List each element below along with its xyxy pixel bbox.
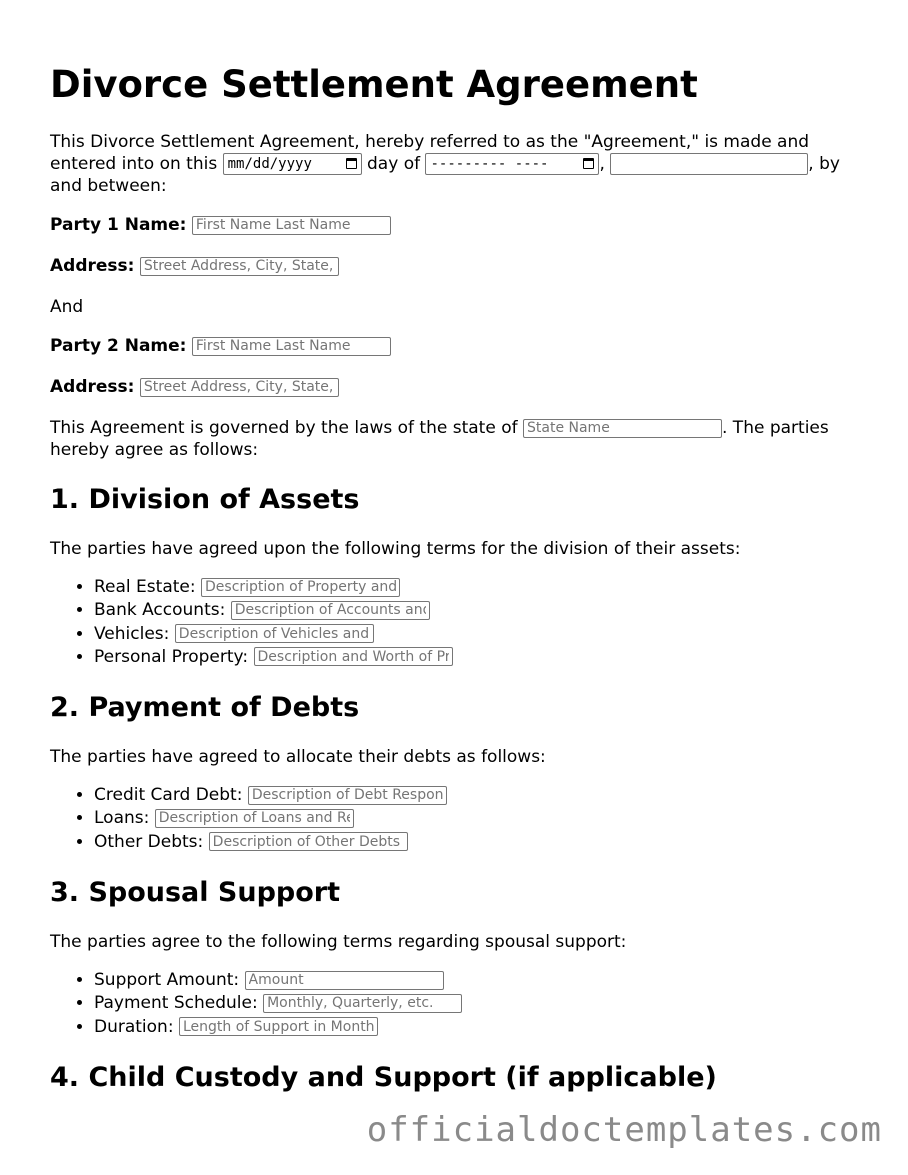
duration-label: Duration:	[94, 1016, 174, 1037]
list-item	[94, 576, 453, 599]
vehicles-label: Vehicles:	[94, 623, 170, 644]
party2-name-label: Party 2 Name:	[50, 336, 187, 356]
party1-address-label: Address:	[50, 256, 135, 276]
party1-address-input[interactable]	[140, 257, 339, 276]
day-of-text: day of	[367, 154, 421, 174]
watermark: officialdoctemplates.com	[366, 1110, 882, 1150]
page-title: Divorce Settlement Agreement	[50, 63, 698, 106]
party1-name-row	[50, 214, 391, 236]
personal-property-input[interactable]	[254, 647, 453, 666]
payment-schedule-input[interactable]	[263, 994, 462, 1013]
party2-address-input[interactable]	[140, 378, 339, 397]
month-year-input[interactable]: --------- ----	[425, 153, 599, 175]
bank-accounts-input[interactable]	[231, 601, 430, 620]
governing-text: This Agreement is governed by the laws of the state of	[50, 418, 518, 438]
party2-name-row	[50, 335, 391, 357]
custody-heading: 4. Child Custody and Support (if applicable)	[50, 1062, 717, 1093]
assets-intro: The parties have agreed upon the following terms for the division of their assets:	[50, 539, 741, 559]
list-item	[94, 784, 447, 807]
list-item	[94, 646, 453, 669]
other-debts-input[interactable]	[209, 832, 408, 851]
debts-intro: The parties have agreed to allocate their debts as follows:	[50, 747, 546, 767]
personal-property-label: Personal Property:	[94, 646, 249, 667]
credit-card-debt-input[interactable]	[248, 786, 447, 805]
list-item	[94, 1016, 462, 1039]
agreement-date-input[interactable]: mm/dd/yyyy	[223, 153, 362, 175]
party2-address-row	[50, 376, 339, 398]
calendar-icon[interactable]	[583, 158, 594, 169]
comma-text: ,	[599, 154, 605, 174]
payment-schedule-label: Payment Schedule:	[94, 993, 258, 1014]
party1-name-input[interactable]	[192, 216, 391, 235]
support-intro: The parties agree to the following terms regarding spousal support:	[50, 932, 627, 952]
debts-heading: 2. Payment of Debts	[50, 692, 360, 723]
loans-label: Loans:	[94, 808, 150, 829]
calendar-icon[interactable]	[346, 158, 357, 169]
governing-law-paragraph	[50, 417, 862, 461]
state-input[interactable]	[523, 419, 722, 438]
list-item	[94, 992, 462, 1015]
support-list	[50, 969, 462, 1039]
debts-list	[50, 784, 447, 854]
real-estate-input[interactable]	[201, 578, 400, 597]
duration-input[interactable]	[179, 1017, 378, 1036]
credit-card-debt-label: Credit Card Debt:	[94, 785, 243, 805]
intro-text: This Divorce Settlement Agreement, hereby referred to as the "Agreement," is made and entered into on this	[50, 132, 810, 174]
vehicles-input[interactable]	[175, 624, 374, 643]
bank-accounts-label: Bank Accounts:	[94, 600, 226, 621]
real-estate-label: Real Estate:	[94, 577, 196, 597]
party1-name-label: Party 1 Name:	[50, 215, 187, 235]
list-item	[94, 831, 447, 854]
party2-name-input[interactable]	[192, 337, 391, 356]
intro-paragraph	[50, 131, 862, 197]
list-item	[94, 807, 447, 830]
assets-heading: 1. Division of Assets	[50, 484, 360, 515]
list-item	[94, 599, 453, 622]
support-amount-label: Support Amount:	[94, 970, 240, 990]
party1-address-row	[50, 255, 339, 277]
year-input[interactable]	[610, 153, 808, 175]
list-item	[94, 969, 462, 992]
assets-list	[50, 576, 453, 669]
support-heading: 3. Spousal Support	[50, 877, 341, 908]
by-and-between-text: , by and between:	[50, 154, 840, 196]
parties-agree-text: . The parties hereby agree as follows:	[50, 418, 829, 460]
support-amount-input[interactable]	[245, 971, 444, 990]
other-debts-label: Other Debts:	[94, 831, 204, 852]
and-text: And	[50, 297, 84, 317]
loans-input[interactable]	[155, 809, 354, 828]
list-item	[94, 623, 453, 646]
party2-address-label: Address:	[50, 377, 135, 397]
